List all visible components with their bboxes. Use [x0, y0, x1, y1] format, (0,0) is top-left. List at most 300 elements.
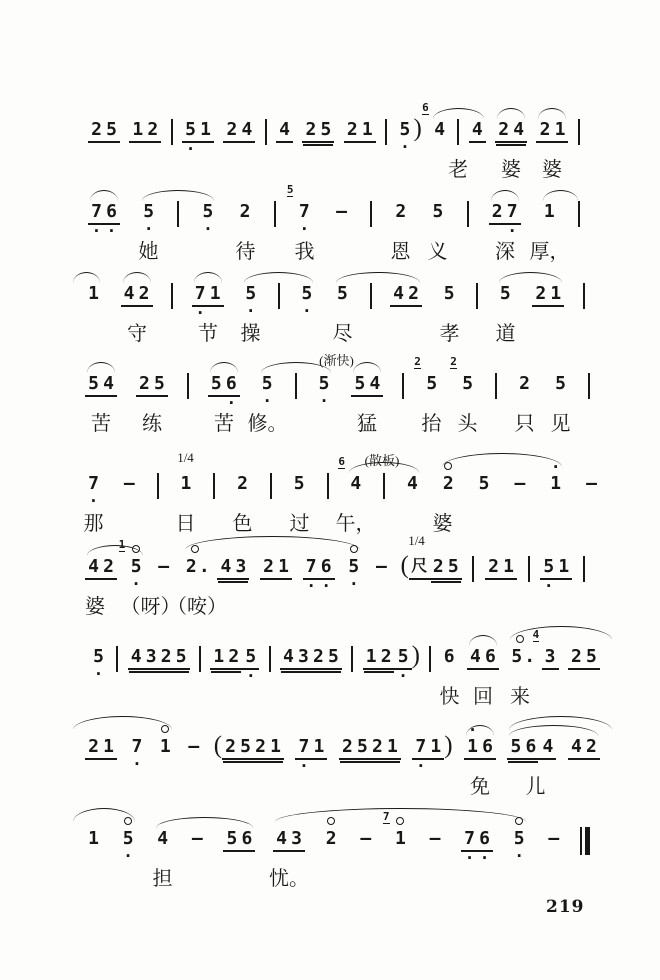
note-digits — [85, 556, 117, 580]
note-token — [210, 632, 242, 682]
octave-dot: · — [550, 457, 561, 476]
beat-group — [373, 542, 390, 590]
note-digits — [507, 736, 539, 760]
digit: 3 — [544, 646, 556, 667]
lyric-syllable: 午， — [335, 513, 376, 535]
score-line — [85, 269, 585, 361]
note-token — [286, 183, 313, 238]
octave-dots — [260, 391, 275, 410]
note-digits — [85, 283, 102, 305]
digit: 6 — [525, 736, 537, 757]
final-barline — [580, 827, 590, 855]
digit: 6 — [479, 828, 491, 849]
digit: 1 — [550, 473, 562, 494]
barline — [265, 119, 267, 145]
digit: 5 — [320, 119, 332, 140]
beat-group — [429, 632, 431, 672]
glyph — [346, 574, 361, 593]
note-digits — [429, 201, 446, 223]
beat-group — [578, 105, 580, 145]
octave-dots — [297, 219, 312, 238]
note-token — [295, 722, 327, 775]
note-token — [344, 105, 376, 155]
note-token — [185, 722, 202, 770]
score-line — [83, 450, 600, 551]
note-digits — [88, 119, 120, 143]
page-number: 219 — [546, 897, 585, 917]
lyric-syllable: 日 — [175, 513, 196, 535]
digit: 2 — [395, 201, 407, 222]
beat-group — [583, 542, 585, 582]
digit: 2 — [535, 283, 547, 304]
barline — [528, 556, 530, 582]
glyph — [304, 576, 334, 595]
barline — [578, 119, 580, 145]
note-digits — [260, 556, 292, 580]
note-digits — [333, 201, 350, 223]
lyric-syllable: 色 — [232, 513, 253, 535]
barline — [583, 283, 585, 309]
note-digits — [508, 646, 536, 668]
barline — [467, 201, 469, 227]
digit: 3 — [291, 828, 302, 849]
octave-dot: · — [321, 576, 331, 595]
octave-dot: · — [398, 666, 408, 685]
note-token — [90, 632, 107, 683]
tempo-annotation: (散板) — [364, 453, 400, 468]
note-token — [223, 105, 255, 155]
digit: 5 — [511, 646, 523, 667]
note-digits — [136, 373, 168, 397]
digit: 6 — [225, 373, 237, 394]
note-token — [155, 542, 172, 590]
octave-dot: · — [415, 756, 426, 775]
note-token — [395, 632, 412, 685]
octave-dot: · — [203, 219, 213, 238]
beat-group — [185, 722, 202, 770]
note-token — [182, 105, 214, 158]
digit: 4 — [130, 646, 142, 667]
octave-dots — [541, 576, 571, 595]
grace-note: 2 — [450, 355, 457, 368]
digit: 1 — [386, 736, 398, 757]
note-digits — [344, 119, 376, 143]
digit: – — [191, 828, 203, 849]
note-token — [392, 187, 409, 235]
grace-note: 7 — [382, 810, 390, 823]
note-token — [121, 459, 138, 507]
note-digits — [467, 646, 499, 670]
digit: 7 — [131, 736, 143, 757]
barline — [385, 119, 387, 145]
glyph — [243, 301, 258, 320]
beat-group — [136, 359, 168, 409]
digit: 5 — [356, 736, 368, 757]
beat-group — [302, 105, 334, 155]
lyric-syllable: 守 — [127, 323, 147, 345]
lyric-syllable: 恩 — [390, 241, 411, 263]
octave-dots — [346, 574, 361, 593]
grace-note: 2 — [414, 355, 421, 368]
octave-dot: · — [543, 576, 554, 595]
digit: 4 — [123, 283, 135, 304]
octave-dots — [183, 139, 213, 158]
barline — [583, 556, 585, 582]
digit: 2 — [341, 736, 353, 757]
octave-dots — [397, 137, 412, 156]
octave-dot: · — [319, 391, 329, 410]
lyric-syllable: 见 — [550, 413, 571, 435]
digit: 2 — [225, 736, 236, 757]
digit: 2 — [346, 119, 358, 140]
lyric-syllable: 我 — [294, 241, 315, 263]
octave-dot: · — [245, 301, 256, 320]
beat-group — [441, 269, 458, 317]
octave-dots — [91, 664, 106, 683]
note-digits — [392, 828, 409, 850]
digit: 5 — [348, 556, 360, 577]
digit: 7 — [88, 473, 99, 494]
octave-dot — [208, 309, 223, 317]
note-digits — [459, 373, 476, 395]
beat-group — [485, 542, 517, 592]
note-digits — [85, 736, 117, 760]
barline — [278, 283, 280, 309]
digit: 2 — [408, 283, 419, 304]
note-digits — [409, 556, 430, 580]
glyph — [413, 756, 443, 775]
digit: – — [158, 556, 170, 577]
digit: 5 — [240, 736, 251, 757]
score-line — [85, 722, 600, 814]
digit: 4 — [88, 556, 99, 577]
beat-group — [88, 105, 120, 155]
barline — [295, 373, 297, 399]
digit: 5 — [399, 119, 411, 140]
glyph — [200, 219, 215, 238]
beat-group — [450, 355, 476, 407]
lyric-syllable: 节 — [198, 323, 218, 345]
note-digits — [485, 556, 517, 580]
note-token — [396, 105, 413, 156]
octave-dot: · — [123, 846, 133, 865]
glyph — [299, 301, 314, 320]
note-token — [333, 187, 350, 235]
note-digits — [189, 828, 206, 850]
octave-dot: · — [106, 221, 117, 240]
note-digits — [441, 646, 458, 668]
octave-dot — [209, 399, 224, 407]
glyph — [86, 491, 101, 510]
beat-group — [327, 459, 329, 499]
barline — [269, 646, 271, 672]
beat-group — [385, 105, 387, 145]
note-digits — [357, 828, 374, 850]
digit: 4 — [276, 828, 287, 849]
parenthesis: ) — [444, 732, 453, 759]
note-digits — [495, 119, 527, 143]
digit: 4 — [350, 473, 362, 494]
digit: 7 — [298, 201, 310, 222]
octave-dot: · — [132, 754, 142, 773]
note-token — [291, 459, 308, 507]
lyric-syllable: 深 — [495, 241, 515, 263]
beat-group — [177, 459, 194, 507]
score-line — [85, 810, 590, 906]
note-token — [516, 359, 533, 407]
barline — [429, 646, 431, 672]
note-token — [85, 459, 102, 510]
note-digits — [128, 646, 190, 670]
lyric-syllable: 头 — [457, 413, 478, 435]
digit: 6 — [443, 646, 455, 667]
beat-group — [540, 542, 572, 595]
note-digits — [542, 646, 559, 670]
digit: 1 — [550, 283, 562, 304]
digit: 1 — [103, 736, 114, 757]
digit: 2 — [371, 736, 383, 757]
digit: 5 — [154, 373, 165, 394]
digit: 2 — [313, 646, 324, 667]
barline — [578, 201, 580, 227]
lyric-syllable: 过 — [289, 513, 310, 535]
beat-group — [121, 459, 138, 507]
barline — [383, 473, 385, 499]
lyric-syllable: （咹） — [167, 596, 227, 618]
note-digits — [85, 828, 102, 850]
note-digits — [347, 473, 364, 495]
note-digits — [423, 373, 440, 395]
beat-group — [467, 187, 469, 227]
score-line — [90, 628, 600, 724]
glyph — [129, 754, 144, 773]
parenthesis: ) — [411, 642, 420, 669]
note-digits — [223, 119, 255, 143]
digit: 6 — [320, 556, 332, 577]
digit: 5 — [328, 646, 339, 667]
note-digits — [129, 119, 161, 143]
slur-arc — [442, 453, 562, 467]
digit: 2 — [432, 556, 444, 577]
digit: – — [586, 473, 597, 494]
digit: 6 — [482, 736, 493, 757]
lyric-syllable: 回 — [473, 686, 493, 708]
beat-group — [269, 632, 271, 672]
digit: 7 — [415, 736, 427, 757]
beat-group — [85, 459, 102, 510]
beat-group — [90, 632, 107, 683]
barline — [171, 283, 173, 309]
glyph — [397, 137, 412, 156]
note-digits — [237, 201, 254, 223]
glyph — [243, 666, 258, 685]
octave-dot: · — [299, 756, 309, 775]
note-digits — [426, 828, 443, 850]
note-digits — [234, 473, 251, 495]
octave-dot: · — [185, 139, 196, 158]
beat-group — [128, 632, 190, 682]
beat-group — [223, 105, 255, 155]
lyric-syllable: 抬 — [421, 413, 442, 435]
lyric-syllable: 猛 — [357, 413, 377, 435]
note-token — [88, 105, 120, 155]
barline — [351, 646, 353, 672]
note-digits — [323, 828, 340, 850]
digit: 5 — [261, 373, 273, 394]
note-digits — [121, 473, 138, 495]
grace-note: 1 — [118, 538, 126, 551]
lyric-syllable: 免 — [470, 776, 490, 798]
note-token — [222, 722, 284, 772]
grace-note: 6 — [338, 455, 345, 468]
digit: 5 — [175, 646, 187, 667]
digit: 2 — [103, 556, 114, 577]
octave-dots — [89, 221, 119, 240]
note-digits — [583, 473, 600, 495]
digit: 5 — [555, 373, 566, 394]
note-digits — [469, 119, 486, 143]
lyric-syllable: 那 — [83, 513, 104, 535]
digit: 2 — [147, 119, 159, 140]
note-token — [412, 722, 444, 775]
lyric-syllable: 义 — [427, 241, 448, 263]
digit: 3 — [298, 646, 309, 667]
note-digits — [431, 119, 448, 141]
digit: – — [514, 473, 526, 494]
digit: 4 — [542, 736, 554, 757]
digit: 2 — [237, 473, 248, 494]
digit: 5 — [226, 828, 238, 849]
octave-dot: · — [299, 219, 310, 238]
note-digits — [392, 201, 409, 223]
barline — [402, 373, 404, 399]
note-digits — [568, 646, 600, 670]
digit: 5 — [478, 473, 490, 494]
beat-group — [412, 722, 453, 775]
beat-group — [400, 542, 461, 592]
octave-dot: · — [143, 219, 154, 238]
octave-dot: · — [93, 664, 104, 683]
beat-group — [157, 459, 159, 499]
barline — [213, 473, 215, 499]
digit: 1 — [430, 736, 442, 757]
glyph — [541, 576, 571, 595]
digit: – — [360, 828, 372, 849]
note-digits — [547, 473, 564, 495]
octave-dot: · — [467, 720, 478, 739]
note-token — [441, 632, 458, 680]
octave-dots — [129, 754, 144, 773]
beat-group — [339, 722, 401, 772]
glyph — [121, 846, 136, 865]
note-digits — [157, 736, 174, 758]
note-digits — [390, 283, 422, 307]
glyph — [580, 827, 582, 855]
note-digits — [276, 119, 293, 143]
digit: – — [548, 828, 560, 849]
digit: 5 — [499, 283, 511, 304]
note-digits — [339, 736, 401, 760]
octave-dot: · — [226, 393, 237, 412]
glyph — [585, 827, 590, 855]
lyric-syllable: 操 — [240, 323, 261, 345]
beat-group — [171, 105, 173, 145]
note-token — [540, 542, 572, 595]
beat-group — [234, 459, 251, 507]
note-token — [441, 269, 458, 317]
octave-dot — [428, 762, 443, 770]
digit: 7 — [298, 736, 310, 757]
beat-group — [495, 359, 497, 399]
digit: 5 — [293, 473, 305, 494]
lyric-syllable: （呀） — [120, 596, 181, 618]
beat-group — [295, 722, 327, 775]
digit: 2 — [498, 119, 510, 140]
digit: 5 — [245, 646, 257, 667]
beat-group — [213, 459, 215, 499]
digit: 4 — [471, 119, 483, 140]
digit: 2 — [380, 646, 392, 667]
barline — [157, 473, 159, 499]
digit: 2 — [491, 201, 503, 222]
glyph — [89, 221, 119, 240]
grace-note: 4 — [532, 628, 540, 641]
note-token — [302, 105, 334, 155]
digit: 2 — [160, 646, 172, 667]
beat-group — [280, 632, 342, 682]
digit: 2 — [539, 119, 551, 140]
digit: 1 — [200, 119, 211, 140]
digit: 1 — [270, 736, 281, 757]
note-digits — [291, 473, 308, 495]
barline — [370, 283, 372, 309]
note-digits — [273, 828, 305, 852]
parenthesis: ( — [400, 552, 409, 579]
barline — [199, 646, 201, 672]
digit: 2 — [185, 556, 197, 577]
digit: 1 — [180, 473, 192, 494]
grace-note: 5 — [286, 183, 294, 196]
beat-group — [129, 105, 161, 155]
digit: 2 — [91, 119, 102, 140]
beat-group — [402, 359, 404, 399]
beat-group — [429, 187, 446, 235]
octave-dot: · — [91, 221, 102, 240]
lyric-syllable: 练 — [142, 413, 162, 435]
digit: 4 — [241, 119, 253, 140]
barline — [116, 646, 118, 672]
note-digits — [539, 736, 556, 760]
digit: 1 — [213, 646, 225, 667]
octave-dot: · — [262, 391, 272, 410]
beat-group — [116, 632, 118, 672]
digit: 1 — [554, 119, 566, 140]
octave-dots — [413, 756, 443, 775]
barline — [274, 201, 276, 227]
digit: 1 — [132, 119, 144, 140]
octave-dots — [200, 219, 215, 238]
beat-group — [363, 632, 420, 685]
beat-group — [370, 187, 372, 227]
beat-group — [580, 814, 590, 855]
beat-group — [476, 269, 478, 309]
barline — [270, 473, 272, 499]
beat-group — [441, 632, 458, 680]
beat-group — [214, 722, 284, 772]
beat-group — [588, 359, 590, 399]
digit: 5 — [397, 646, 409, 667]
note-digits — [210, 646, 242, 670]
